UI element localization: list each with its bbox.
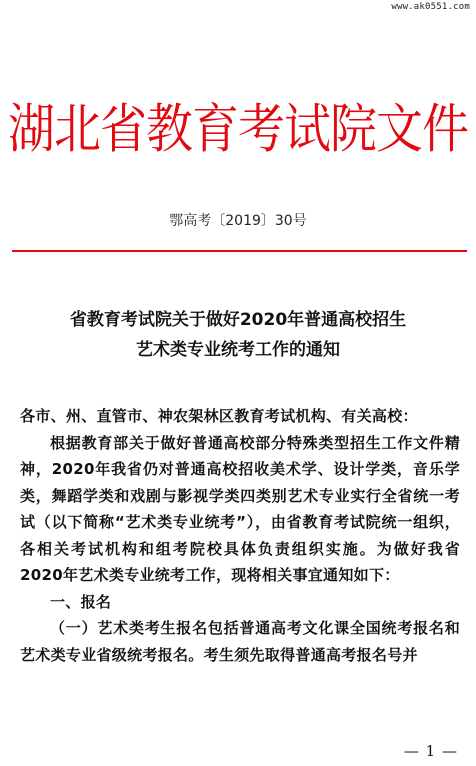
- section-heading-registration: 一、报名: [50, 592, 112, 611]
- masthead-divider: [12, 250, 467, 252]
- notice-title-line1: 省教育考试院关于做好2020年普通高校招生: [69, 310, 407, 330]
- body-paragraph-2: （一）艺术类考生报名包括普通高考文化课全国统考报名和艺术类专业省级统考报名。考生须先取得普通高考报名号并: [20, 619, 460, 664]
- salutation: 各市、州、直管市、神农架林区教育考试机构、有关高校：: [20, 407, 418, 425]
- document-number: 鄂高考〔2019〕30号: [169, 213, 307, 229]
- notice-body: [20, 403, 460, 668]
- site-watermark: www.ak0551.com: [391, 2, 470, 12]
- notice-title: [0, 305, 476, 365]
- page-number: — 1 —: [403, 742, 458, 760]
- document-masthead: 湖北省教育考试院文件: [8, 98, 468, 161]
- body-paragraph-1: 根据教育部关于做好普通高校部分特殊类型招生工作文件精神，2020年我省仍对普通高校招收美术学、设计学类，音乐学类，舞蹈学类和戏剧与影视学类四类别艺术专业实行全省统一考试（以下简称“艺术类专业统考”），由省教育考试院统一组织，各相关考试机构和组考院校具体负责组织实施。为做好我省2020年艺术类专业统考工作，现将相关事宜通知如下：: [20, 433, 460, 584]
- notice-title-line2: 艺术类专业统考工作的通知: [136, 340, 340, 360]
